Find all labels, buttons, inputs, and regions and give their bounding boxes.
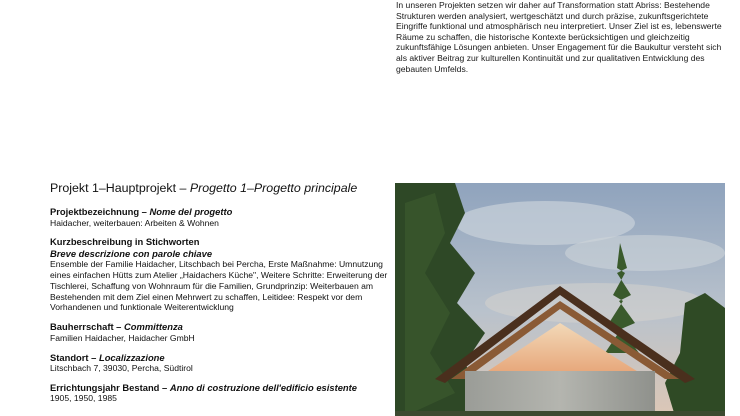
label-it: Nome del progetto (149, 206, 233, 217)
field-label (50, 206, 390, 218)
label-de: Bauherrschaft – (50, 321, 122, 333)
label-it: Anno di costruzione dell'edificio esistente (169, 381, 357, 393)
field-label: Kurzbeschreibung in Stichworten (50, 236, 200, 248)
facade (465, 371, 655, 416)
field-value: Haidacher, weiterbauen: Arbeiten & Wohnen (50, 217, 219, 228)
cloud (565, 235, 725, 271)
field-value: 1905, 1950, 1985 (50, 393, 117, 404)
project-heading-de: Projekt 1–Hauptprojekt – (50, 181, 187, 195)
label-de: Projektbezeichnung – (50, 206, 147, 217)
label-de: Errichtungsjahr Bestand – (50, 381, 168, 393)
gable-house-photo (395, 183, 725, 416)
field-label (50, 352, 390, 364)
label-de: Standort – (50, 351, 97, 363)
intro-text-block (396, 0, 732, 74)
project-heading (50, 181, 390, 196)
project-heading-it: Progetto 1–Progetto principale (189, 181, 358, 195)
field-label (50, 382, 390, 394)
field-value: Familien Haidacher, Haidacher GmbH (50, 332, 195, 343)
field-project-name (50, 206, 390, 228)
label-it: Localizzazione (98, 351, 165, 363)
field-label-it: Breve descrizione con parole chiave (50, 247, 213, 259)
field-client (50, 321, 390, 343)
field-value: Litschbach 7, 39030, Percha, Südtirol (50, 363, 193, 374)
intro-paragraph: In unseren Projekten setzen wir daher auf Transformation statt Abriss: Bestehende Strukturen werden analysiert, wertgeschätzt und durch präzise, zukunftsgerichtete Eingriffe funktional und atmosphärisch neu interpretiert. Unser Ziel ist es, lebenswerte Räume zu schaffen, die historische Kontexte berücksichtigen und gleichzeitig zukunftsfähige Lösungen anbieten. Unser Engagement für die Baukultur versteht sich als aktiver Beitrag zur kulturellen Kontinuität und zur qualitativen Entwicklung des gebauten Umfelds. (396, 0, 722, 74)
field-year (50, 382, 390, 404)
field-location (50, 352, 390, 374)
project-details (50, 181, 390, 412)
field-label (50, 321, 390, 333)
field-description (50, 236, 390, 313)
ground (395, 411, 725, 416)
label-it: Committenza (124, 321, 183, 333)
field-value: Ensemble der Familie Haidacher, Litschbach bei Percha, Erste Maßnahme: Umnutzung eines einfachen Hütts zum Atelier „Haidachers Küche", Weitere Schritte: Erweiterung der Tischlerei, Schaffung von Wohnraum für die Familien, Grundprinzip: Weiterbauen am Bestehenden mit dem Ziel einen Mehrwert zu schaffen, Leitidee: Respekt vor dem Vorhandenen und funktionale Weiterentwicklung (50, 259, 388, 313)
